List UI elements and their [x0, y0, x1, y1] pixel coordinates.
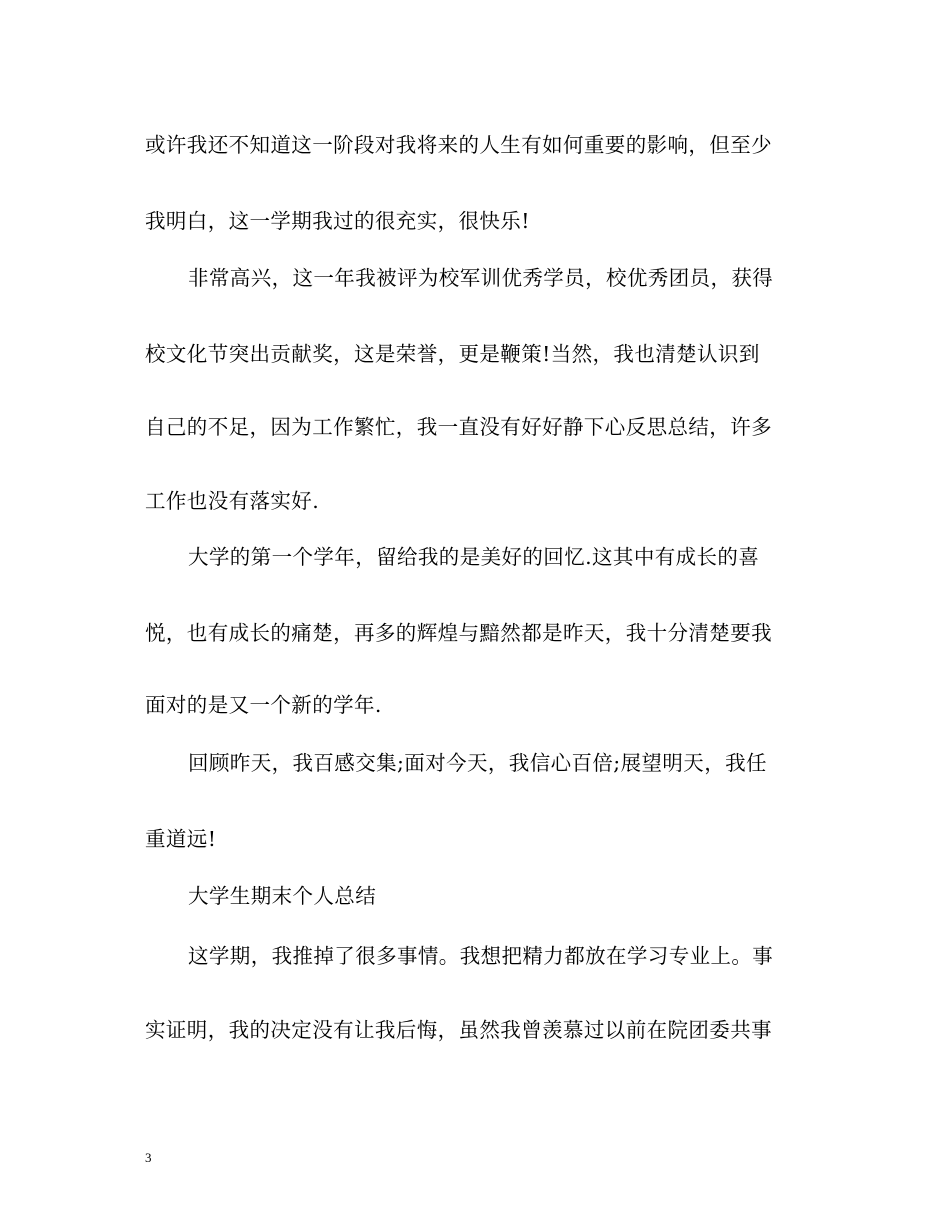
- section-heading: 大学生期末个人总结: [188, 884, 377, 908]
- text-line: 悦，也有成长的痛楚，再多的辉煌与黯然都是昨天，我十分清楚要我: [145, 621, 772, 645]
- text-line: 面对的是又一个新的学年.: [145, 693, 382, 717]
- text-line: 重道远!: [145, 827, 217, 851]
- paragraph-start-line: 这学期，我推掉了很多事情。我想把精力都放在学习专业上。事: [188, 944, 774, 968]
- text-line: 校文化节突出贡献奖，这是荣誉，更是鞭策!当然，我也清楚认识到: [145, 342, 760, 366]
- paragraph-start-line: 回顾昨天，我百感交集;面对今天，我信心百倍;展望明天，我任: [188, 751, 767, 775]
- paragraph-start-line: 大学的第一个学年，留给我的是美好的回忆.这其中有成长的喜: [188, 545, 760, 569]
- text-line: 我明白，这一学期我过的很充实，很快乐!: [145, 209, 530, 233]
- text-line: 工作也没有落实好.: [145, 489, 320, 513]
- paragraph-start-line: 非常高兴，这一年我被评为校军训优秀学员，校优秀团员，获得: [188, 266, 774, 290]
- text-line: 自己的不足，因为工作繁忙，我一直没有好好静下心反思总结，许多: [145, 415, 772, 439]
- page-number: 3: [145, 1150, 152, 1165]
- text-line: 或许我还不知道这一阶段对我将来的人生有如何重要的影响，但至少: [145, 133, 772, 157]
- text-line: 实证明，我的决定没有让我后悔，虽然我曾羡慕过以前在院团委共事: [145, 1018, 772, 1042]
